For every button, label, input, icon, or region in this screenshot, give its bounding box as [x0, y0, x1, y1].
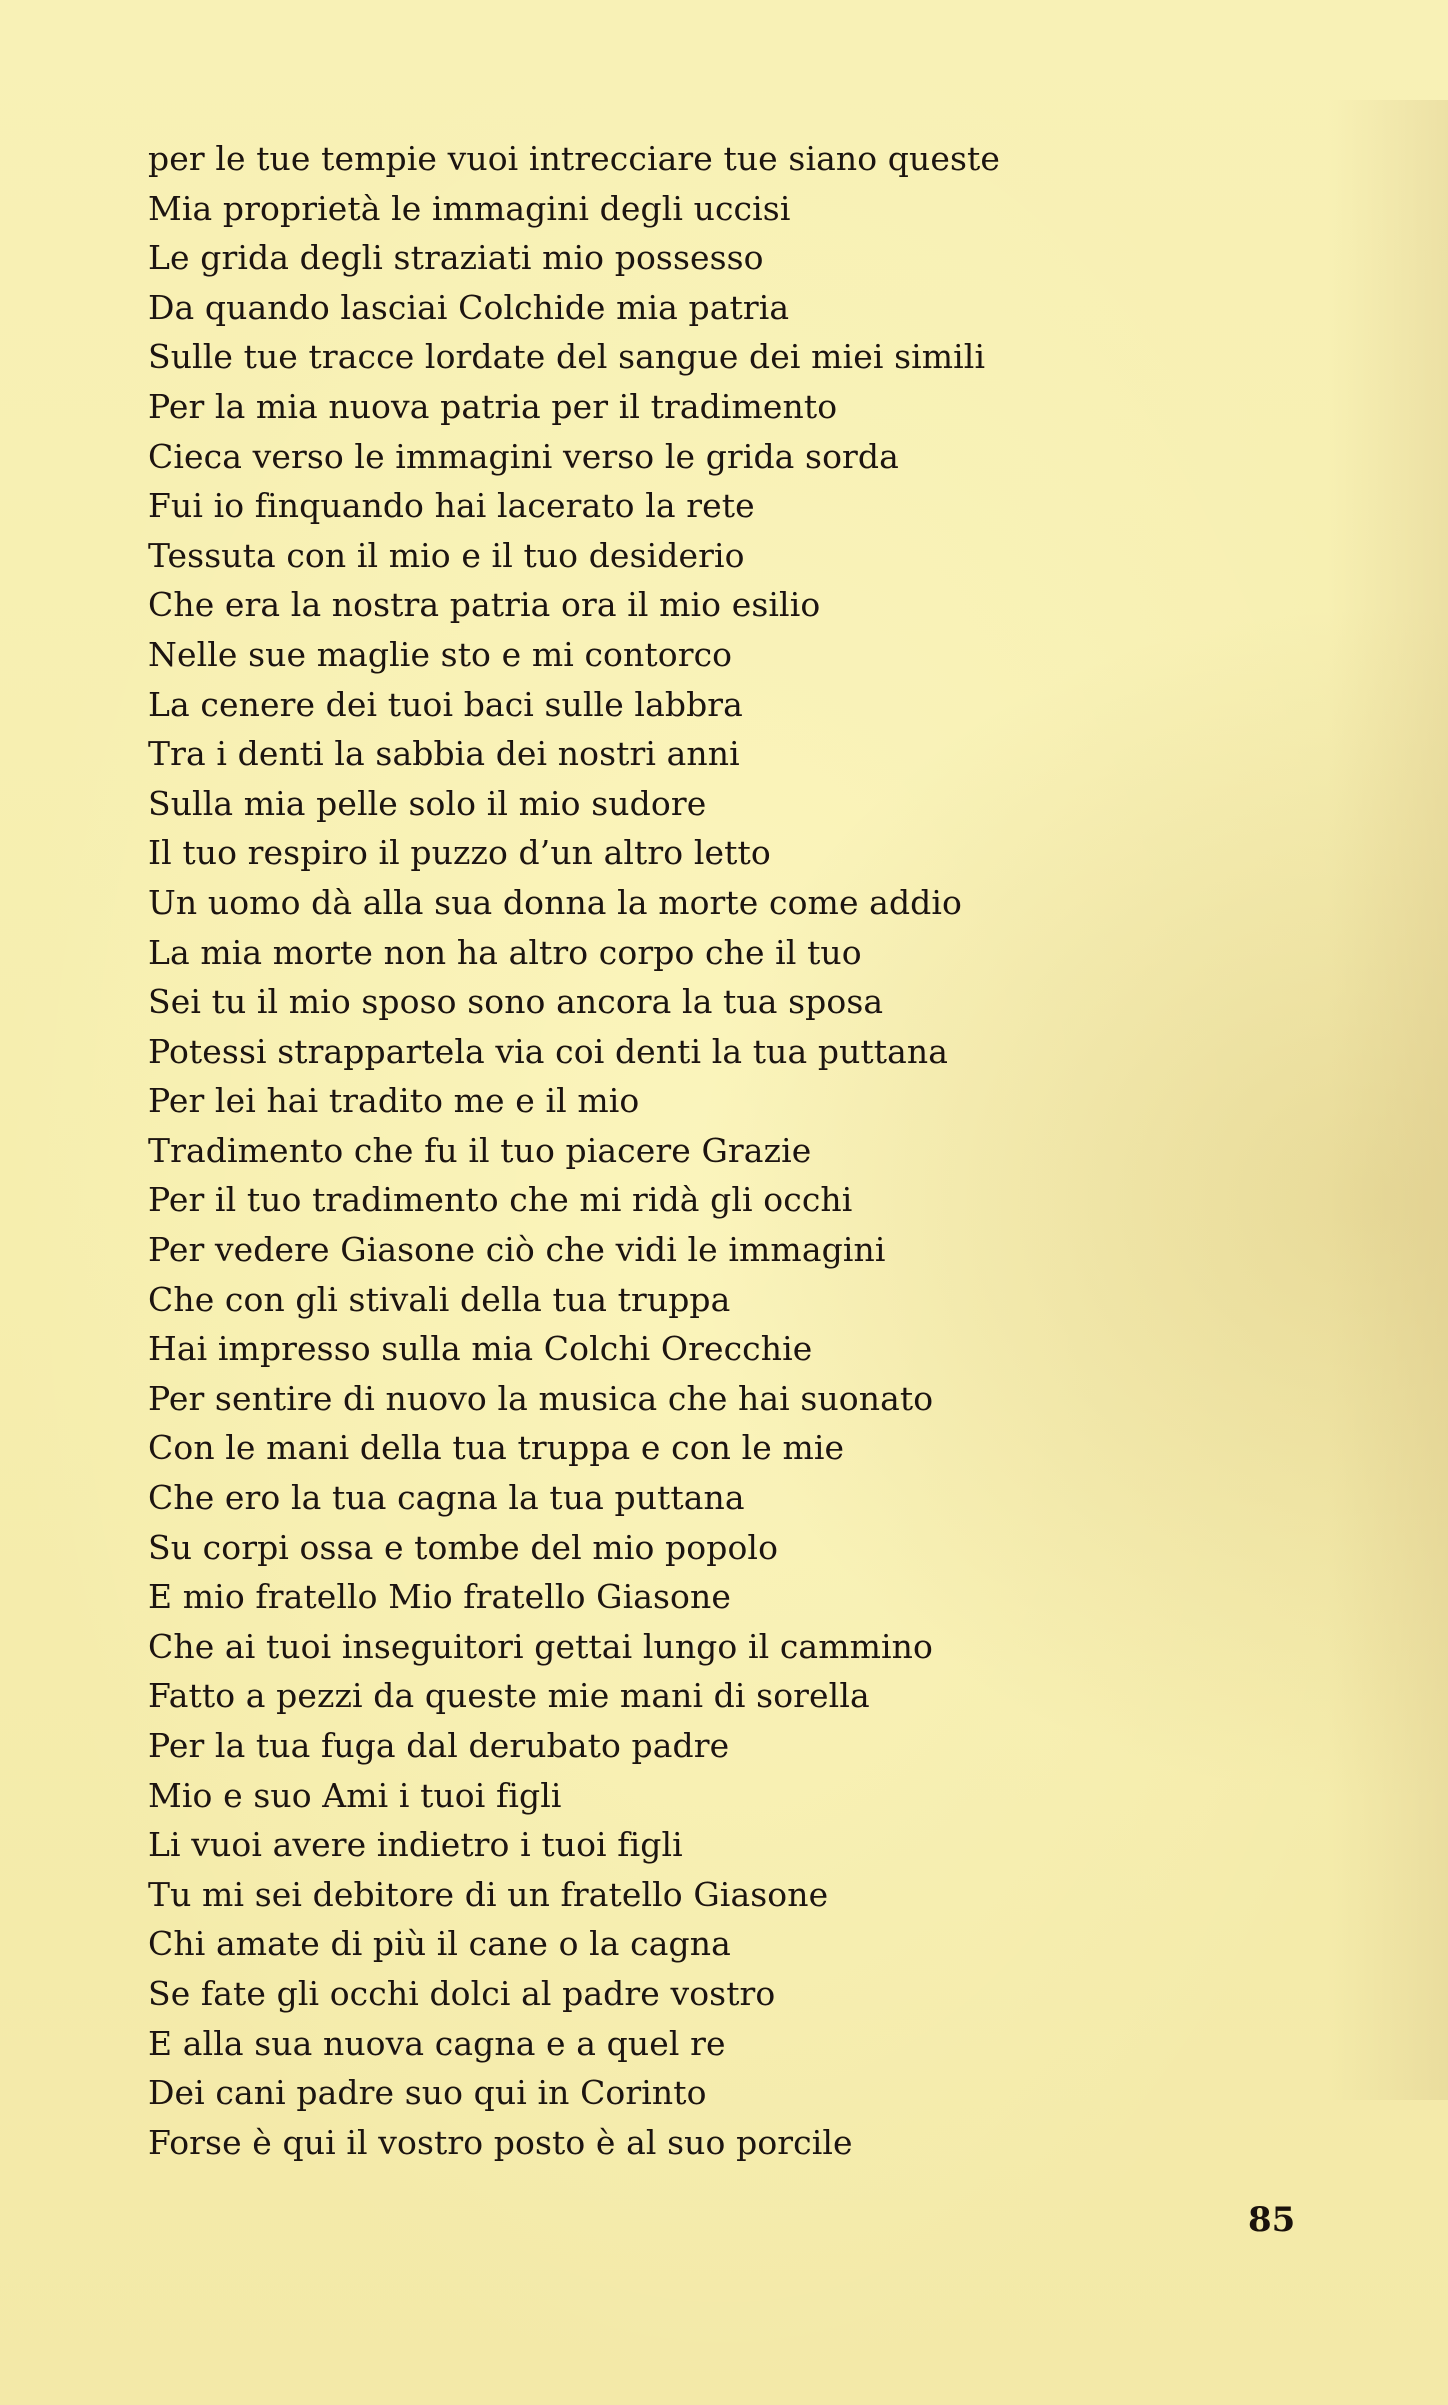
poem-line: Hai impresso sulla mia Colchi Orecchie	[148, 1329, 813, 1369]
poem-line: Sei tu il mio sposo sono ancora la tua sposa	[148, 982, 884, 1022]
poem-line: Per la mia nuova patria per il tradimento	[148, 386, 838, 426]
poem-line: Che era la nostra patria ora il mio esilio	[148, 585, 821, 625]
page-number: 85	[1248, 2200, 1296, 2240]
poem-line: Fui io finquando hai lacerato la rete	[148, 486, 755, 526]
poem-text	[148, 134, 1000, 2167]
facing-page-shadow	[1328, 100, 1448, 2100]
poem-line: Per lei hai tradito me e il mio	[148, 1081, 640, 1121]
poem-line: Dei cani padre suo qui in Corinto	[148, 2073, 707, 2113]
poem-line: Fatto a pezzi da queste mie mani di sorella	[148, 1676, 870, 1716]
poem-line: Mio e suo Ami i tuoi figli	[148, 1775, 562, 1815]
poem-line: Tu mi sei debitore di un fratello Giasone	[148, 1874, 829, 1914]
poem-line: La mia morte non ha altro corpo che il tuo	[148, 932, 862, 972]
poem-line: Sulla mia pelle solo il mio sudore	[148, 783, 707, 823]
poem-line: Chi amate di più il cane o la cagna	[148, 1924, 731, 1964]
poem-line: La cenere dei tuoi baci sulle labbra	[148, 684, 743, 724]
poem-line: Per il tuo tradimento che mi ridà gli occhi	[148, 1180, 853, 1220]
poem-line: Cieca verso le immagini verso le grida sorda	[148, 436, 899, 476]
poem-line: Le grida degli straziati mio possesso	[148, 238, 764, 278]
poem-line: Il tuo respiro il puzzo d’un altro letto	[148, 833, 771, 873]
poem-line: Per vedere Giasone ciò che vidi le immagini	[148, 1230, 886, 1270]
poem-line: Che ero la tua cagna la tua puttana	[148, 1478, 745, 1518]
poem-line: Che con gli stivali della tua truppa	[148, 1279, 731, 1319]
poem-line: Su corpi ossa e tombe del mio popolo	[148, 1527, 779, 1567]
poem-line: Per sentire di nuovo la musica che hai suonato	[148, 1378, 934, 1418]
poem-line: Tessuta con il mio e il tuo desiderio	[148, 535, 745, 575]
poem-line: Se fate gli occhi dolci al padre vostro	[148, 1973, 776, 2013]
poem-line: per le tue tempie vuoi intrecciare tue siano queste	[148, 139, 1001, 178]
poem-line: Mia proprietà le immagini degli uccisi	[148, 188, 791, 228]
poem-line: E alla sua nuova cagna e a quel re	[148, 2023, 726, 2063]
poem-line: Tradimento che fu il tuo piacere Grazie	[148, 1130, 812, 1170]
poem-line: Nelle sue maglie sto e mi contorco	[148, 634, 733, 674]
poem-line: E mio fratello Mio fratello Giasone	[148, 1577, 731, 1617]
poem-line: Li vuoi avere indietro i tuoi figli	[148, 1825, 683, 1865]
poem-line: Per la tua fuga dal derubato padre	[148, 1726, 730, 1765]
poem-line: Potessi strappartela via coi denti la tua puttana	[148, 1031, 949, 1071]
poem-line: Forse è qui il vostro posto è al suo porcile	[148, 2122, 853, 2162]
poem-line: Sulle tue tracce lordate del sangue dei miei simili	[148, 337, 986, 377]
poem-line: Da quando lasciai Colchide mia patria	[148, 287, 790, 327]
poem-line: Un uomo dà alla sua donna la morte come addio	[148, 882, 963, 922]
poem-line: Che ai tuoi inseguitori gettai lungo il cammino	[148, 1626, 933, 1666]
poem-line: Con le mani della tua truppa e con le mie	[148, 1428, 845, 1468]
poem-line: Tra i denti la sabbia dei nostri anni	[148, 734, 740, 774]
